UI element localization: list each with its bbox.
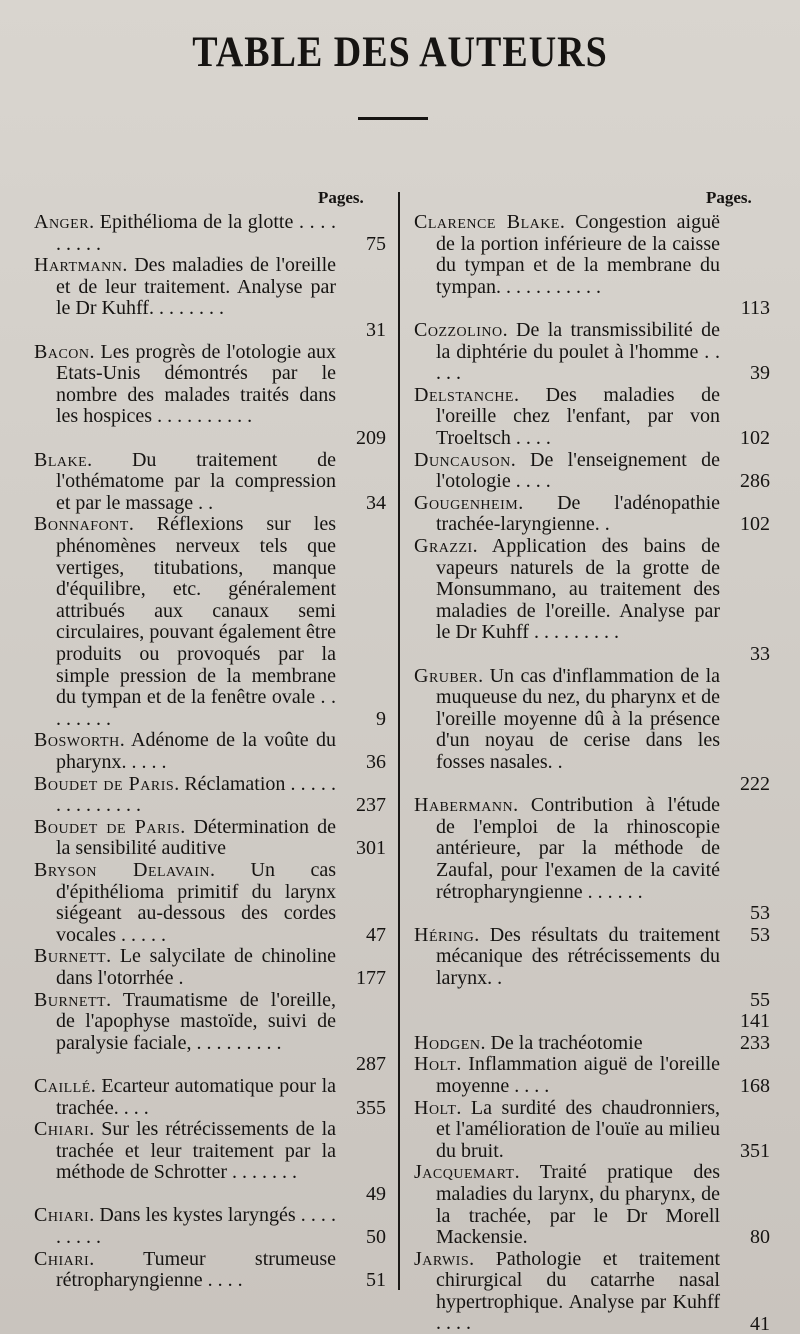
- entry-page-number: 75: [366, 232, 386, 255]
- entry-title: Congestion aiguë de la portion inférieure de la caisse du tympan et de la membrane du tympan. . . . . . . . . . .: [436, 211, 720, 298]
- entry-page-number: 222: [740, 772, 770, 795]
- pages-header-right: Pages.: [706, 188, 752, 207]
- entry-page-number: 50: [366, 1226, 386, 1249]
- entry-page-number: 49: [366, 1182, 386, 1205]
- entry-title: Des maladies de l'oreille et de leur traitement. Analyse par le Dr Kuhff. . . . . . . .: [56, 254, 336, 320]
- page-title: TABLE DES AUTEURS: [192, 27, 608, 77]
- entry-author: Holt: [414, 1053, 457, 1076]
- entry-title: Adénome de la voûte du pharynx. . . . .: [56, 729, 337, 773]
- entry-author: Grazzi: [414, 534, 473, 557]
- entry-title: Sur les rétrécissements de la trachée et leur traitement par la méthode de Schrotter . . . . . . .: [56, 1118, 337, 1184]
- entry-page-number: 36: [366, 750, 386, 773]
- entry-author: Bacon: [34, 340, 90, 363]
- entry-title: Application des bains de vapeurs naturels de la grotte de Monsummano, au traitement des maladies de l'oreille. Analyse par le Dr Kuhff . . . . . . . . .: [436, 534, 720, 644]
- index-entry: Héring. Des résultats du traitement mécanique des rétrécissements du larynx. . 55 141: [414, 923, 770, 1033]
- index-entry: Hodgen. De la trachéotomie 233: [414, 1031, 770, 1054]
- index-entry: Gruber. Un cas d'inflammation de la muqueuse du nez, du pharynx et de l'oreille moyenne dû à la présence d'un noyau de cerise dans les fosses nasales. . 222: [414, 664, 770, 795]
- entry-title: Un cas d'épithélioma primitif du larynx siégeant au-dessous des cordes vocales . . . . .: [56, 858, 336, 946]
- left-column: [34, 212, 386, 1292]
- entry-author: Anger: [34, 211, 90, 233]
- entry-author: Hartmann: [34, 254, 123, 277]
- entry-author: Jacquemart: [414, 1161, 515, 1184]
- index-entry: Duncauson. De l'enseignement de l'otologie . . . . 286: [414, 448, 770, 493]
- entry-page-number: 286: [740, 470, 770, 493]
- entry-author: Holt: [414, 1096, 457, 1119]
- title-rule: [358, 117, 428, 120]
- right-column: [414, 212, 770, 1334]
- entry-author: Chiari: [34, 1204, 90, 1227]
- entry-page-number: 33: [750, 642, 770, 665]
- index-entry: Bonnafont. Réflexions sur les phénomènes nerveux tels que vertiges, titubations, manque d'équilibre, etc. généralement attribués aux canaux semi circulaires, pouvant également être produits ou provoqués par la simple pression de la membrane du tympan et de la fenêtre ovale . . . . . . . . 9: [34, 513, 386, 730]
- index-entry: Habermann. Contribution à l'étude de l'emploi de la rhinoscopie antérieure, par la méthode de Zaufal, pour l'examen de la cavité rétropharyngienne . . . . . . 53 53: [414, 794, 770, 946]
- entry-page-number: 177: [356, 966, 386, 989]
- index-entry: Jacquemart. Traité pratique des maladies du larynx, du pharynx, de la trachée, par le Dr Morell Mackensie. 80: [414, 1161, 770, 1249]
- entry-author: Bonnafont: [34, 513, 129, 536]
- entry-page-number: 102: [740, 427, 770, 449]
- entry-author: Gruber: [414, 664, 479, 687]
- entry-author: Delstanche: [414, 383, 514, 406]
- entry-page-number: 80: [750, 1226, 770, 1249]
- entry-title: Détermination de la sensibilité auditive: [56, 815, 336, 860]
- entry-title: De l'enseignement de l'otologie . . . .: [436, 448, 720, 493]
- entry-page-number: 102: [740, 513, 770, 536]
- entry-page-number: 209: [356, 426, 386, 449]
- entry-author: Boudet de Paris: [34, 772, 175, 795]
- index-entry: Burnett. Traumatisme de l'oreille, de l'apophyse mastoïde, suivi de paralysie faciale, . . . . . . . . . 287: [34, 988, 386, 1076]
- entry-author: Burnett: [34, 945, 107, 968]
- entry-title: Ecarteur automatique pour la trachée. . . .: [56, 1074, 336, 1119]
- entry-author: Bosworth: [34, 729, 120, 752]
- entry-title: Traumatisme de l'oreille, de l'apophyse mastoïde, suivi de paralysie faciale, . . . . . . . . .: [56, 988, 337, 1054]
- entry-page-number-extra: 141: [740, 1010, 770, 1033]
- entry-author: Gougenheim: [414, 491, 519, 514]
- index-entry: Grazzi. Application des bains de vapeurs naturels de la grotte de Monsummano, au traitement des maladies de l'oreille. Analyse par le Dr Kuhff . . . . . . . . . 33: [414, 534, 770, 665]
- entry-page-number: 237: [356, 794, 386, 817]
- entry-author: Chiari: [34, 1247, 90, 1270]
- entry-author: Jarwis: [414, 1247, 470, 1270]
- entry-page-number-extra: 53: [750, 923, 770, 946]
- entry-title: Un cas d'inflammation de la muqueuse du nez, du pharynx et de l'oreille moyenne dû à la présence d'un noyau de cerise dans les fosses nasales. .: [436, 664, 721, 773]
- entry-author: Blake: [34, 448, 88, 471]
- entry-title: De l'adénopathie trachée-laryngienne. .: [436, 491, 720, 536]
- index-entry: Holt. Inflammation aiguë de l'oreille moyenne . . . . 168: [414, 1053, 770, 1097]
- entry-title: De la transmissibilité de la diphtérie du poulet à l'homme . . . . .: [436, 319, 720, 385]
- entry-author: Boudet de Paris: [34, 815, 181, 838]
- entry-page-number: 113: [740, 297, 770, 320]
- entry-page-number: 355: [356, 1096, 386, 1119]
- index-entry: Bosworth. Adénome de la voûte du pharynx. . . . . 36: [34, 729, 386, 773]
- index-entry: Blake. Du traitement de l'othématome par la compression et par le massage . . 34: [34, 448, 386, 514]
- pages-header-left: Pages.: [318, 188, 364, 207]
- column-divider: [398, 192, 400, 1290]
- entry-title: Traité pratique des maladies du larynx, du pharynx, de la trachée, par le Dr Morell Mackensie.: [436, 1161, 720, 1249]
- index-entry: Holt. La surdité des chaudronniers, et l'amélioration de l'ouïe au milieu du bruit. 351: [414, 1096, 770, 1162]
- index-entry: Chiari. Sur les rétrécissements de la trachée et leur traitement par la méthode de Schrotter . . . . . . . 49: [34, 1118, 386, 1205]
- entry-page-number: 41: [750, 1312, 770, 1334]
- entry-title: Le salycilate de chinoline dans l'otorrhée .: [56, 945, 337, 989]
- entry-page-number: 9: [376, 707, 386, 730]
- entry-author: Habermann: [414, 794, 514, 817]
- entry-title: Pathologie et traitement chirurgical du catarrhe nasal hypertrophique. Analyse par Kuhff . . . .: [436, 1247, 720, 1334]
- entry-title: La surdité des chaudronniers, et l'amélioration de l'ouïe au milieu du bruit.: [436, 1096, 721, 1162]
- entry-title: Du traitement de l'othématome par la compression et par le massage . .: [56, 448, 336, 514]
- entry-page-number: 53: [750, 902, 770, 925]
- entry-title: Epithélioma de la glotte . . . . . . . . .: [56, 211, 336, 255]
- index-entry: Anger. Epithélioma de la glotte . . . . . . . . . 75: [34, 211, 386, 255]
- index-entry: Chiari. Dans les kystes laryngés . . . . . . . . . 50: [34, 1204, 386, 1249]
- entry-author: Héring: [414, 923, 475, 946]
- index-entry: Delstanche. Des maladies de l'oreille chez l'enfant, par von Troeltsch . . . . 102: [414, 383, 770, 449]
- entry-title: Des maladies de l'oreille chez l'enfant, par von Troeltsch . . . .: [436, 383, 720, 449]
- entry-author: Bryson Delavain: [34, 858, 211, 881]
- entry-page-number: 31: [366, 318, 386, 341]
- entry-title: Des résultats du traitement mécanique des rétrécissements du larynx. .: [436, 923, 721, 989]
- entry-title: Inflammation aiguë de l'oreille moyenne . . . .: [436, 1053, 721, 1097]
- entry-author: Caillé: [34, 1074, 91, 1097]
- entry-title: Réflexions sur les phénomènes nerveux tels que vertiges, titubations, manque d'équilibre, etc. généralement attribués aux canaux semi circulaires, pouvant également être produits ou provoqués par la simple pression de la membrane du tympan et de la fenêtre ovale . . . . . . . .: [56, 513, 337, 730]
- entry-title: Réclamation . . . . . . . . . . . . . .: [56, 772, 336, 817]
- entry-author: Duncauson: [414, 448, 511, 471]
- entry-page-number: 39: [750, 362, 770, 385]
- entry-author: Chiari: [34, 1118, 90, 1141]
- entry-page-number: 168: [740, 1074, 770, 1097]
- index-entry: Gougenheim. De l'adénopathie trachée-laryngienne. . 102: [414, 491, 770, 536]
- entry-author: Hodgen: [414, 1031, 481, 1054]
- index-entry: Cozzolino. De la transmissibilité de la diphtérie du poulet à l'homme . . . . . 39: [414, 319, 770, 385]
- index-entry: Hartmann. Des maladies de l'oreille et de leur traitement. Analyse par le Dr Kuhff. . . . . . . . 31: [34, 254, 386, 341]
- index-entry: Boudet de Paris. Réclamation . . . . . . . . . . . . . . 237: [34, 772, 386, 817]
- index-entry: Chiari. Tumeur strumeuse rétropharyngienne . . . . 51: [34, 1247, 386, 1292]
- index-entry: Bacon. Les progrès de l'otologie aux Etats-Unis démontrés par le nombre des malades traités dans les hospices . . . . . . . . . . 209: [34, 340, 386, 449]
- entry-page-number: 55: [750, 988, 770, 1011]
- entry-title: Les progrès de l'otologie aux Etats-Unis démontrés par le nombre des malades traités dans les hospices . . . . . . . . . .: [56, 340, 336, 428]
- entry-author: Cozzolino: [414, 319, 503, 341]
- entry-page-number: 34: [366, 491, 386, 514]
- index-entry: Boudet de Paris. Détermination de la sensibilité auditive 301: [34, 815, 386, 860]
- entry-page-number: 233: [740, 1031, 770, 1054]
- entry-page-number: 287: [356, 1053, 386, 1076]
- entry-page-number: 351: [740, 1139, 770, 1162]
- entry-page-number: 51: [366, 1269, 386, 1292]
- index-entry: Jarwis. Pathologie et traitement chirurgical du catarrhe nasal hypertrophique. Analyse par Kuhff . . . . 41: [414, 1247, 770, 1334]
- index-entry: Bryson Delavain. Un cas d'épithélioma primitif du larynx siégeant au-dessous des cordes vocales . . . . . 47: [34, 858, 386, 946]
- entry-title: Tumeur strumeuse rétropharyngienne . . . .: [56, 1247, 337, 1292]
- entry-author: Burnett: [34, 988, 107, 1011]
- index-entry: Clarence Blake. Congestion aiguë de la portion inférieure de la caisse du tympan et de la membrane du tympan. . . . . . . . . . . 113: [414, 211, 770, 320]
- entry-title: Dans les kystes laryngés . . . . . . . . .: [56, 1204, 337, 1249]
- index-entry: Burnett. Le salycilate de chinoline dans l'otorrhée . 177: [34, 945, 386, 989]
- entry-page-number: 47: [366, 923, 386, 946]
- index-entry: Caillé. Ecarteur automatique pour la trachée. . . . 355: [34, 1074, 386, 1119]
- entry-page-number: 301: [356, 837, 386, 860]
- entry-title: Contribution à l'étude de l'emploi de la rhinoscopie antérieure, par la méthode de Zaufal, pour l'examen de la cavité rétropharyngienne . . . . . .: [436, 794, 721, 903]
- entry-title: De la trachéotomie: [490, 1031, 643, 1054]
- entry-author: Clarence Blake: [414, 211, 560, 233]
